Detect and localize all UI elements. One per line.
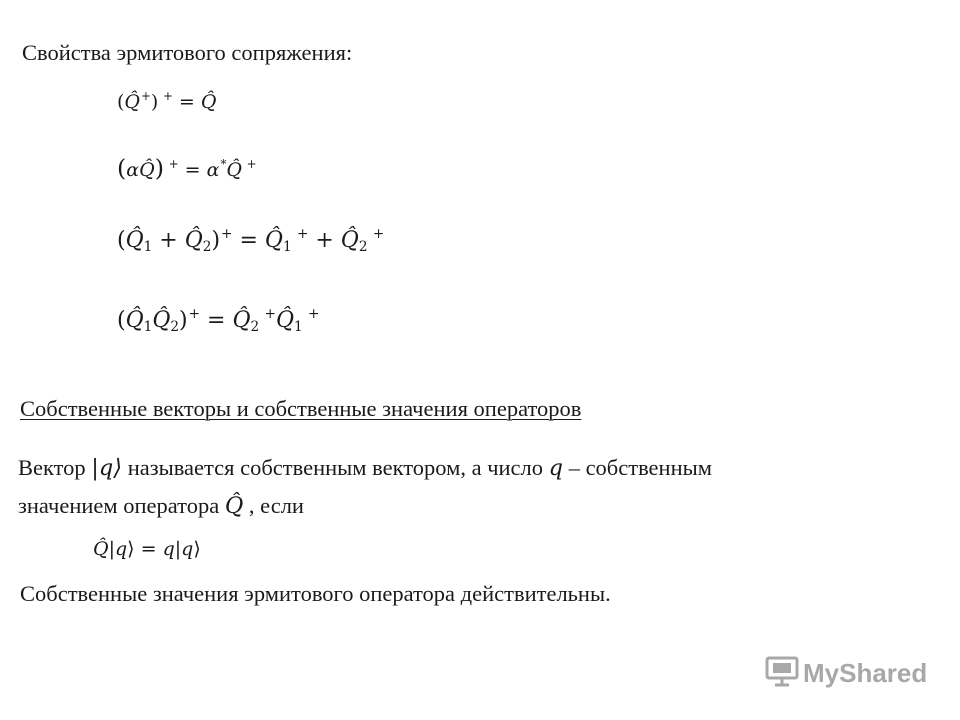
- formula-scalar-adjoint: (αQ̂) + = α*Q̂ +: [117, 154, 257, 182]
- formula-double-adjoint: (Q̂+) + = Q̂: [117, 89, 217, 113]
- definition-line-1: Вектор |q⟩ называется собственным вектором, а число q – собственным: [18, 455, 712, 481]
- properties-heading: Свойства эрмитового сопряжения:: [22, 40, 353, 65]
- presentation-board-icon: [765, 655, 799, 692]
- conclusion-text: Собственные значения эрмитового оператора действительны.: [20, 581, 611, 606]
- ket-q: |q⟩: [91, 455, 123, 481]
- watermark-text: MyShared: [803, 658, 928, 688]
- eigen-equation: Q̂|q⟩ = q|q⟩: [93, 538, 201, 560]
- definition-line-2: значением оператора Q̂ , если: [18, 493, 304, 519]
- operator-q: Q̂: [224, 493, 244, 519]
- eigen-heading: Собственные векторы и собственные значения операторов: [20, 396, 582, 421]
- formula-product-adjoint: $(Q̂_1Q̂_2)^+$ = $Q̂_2$ $^+Q̂_1$ +: [117, 306, 320, 336]
- number-q: q: [548, 455, 564, 481]
- watermark: [765, 655, 927, 692]
- formula-sum-adjoint: ($Q̂_1$ + $Q̂_2)^+$ = $Q̂_1$ $^+ + Q̂_2$ +: [117, 226, 385, 256]
